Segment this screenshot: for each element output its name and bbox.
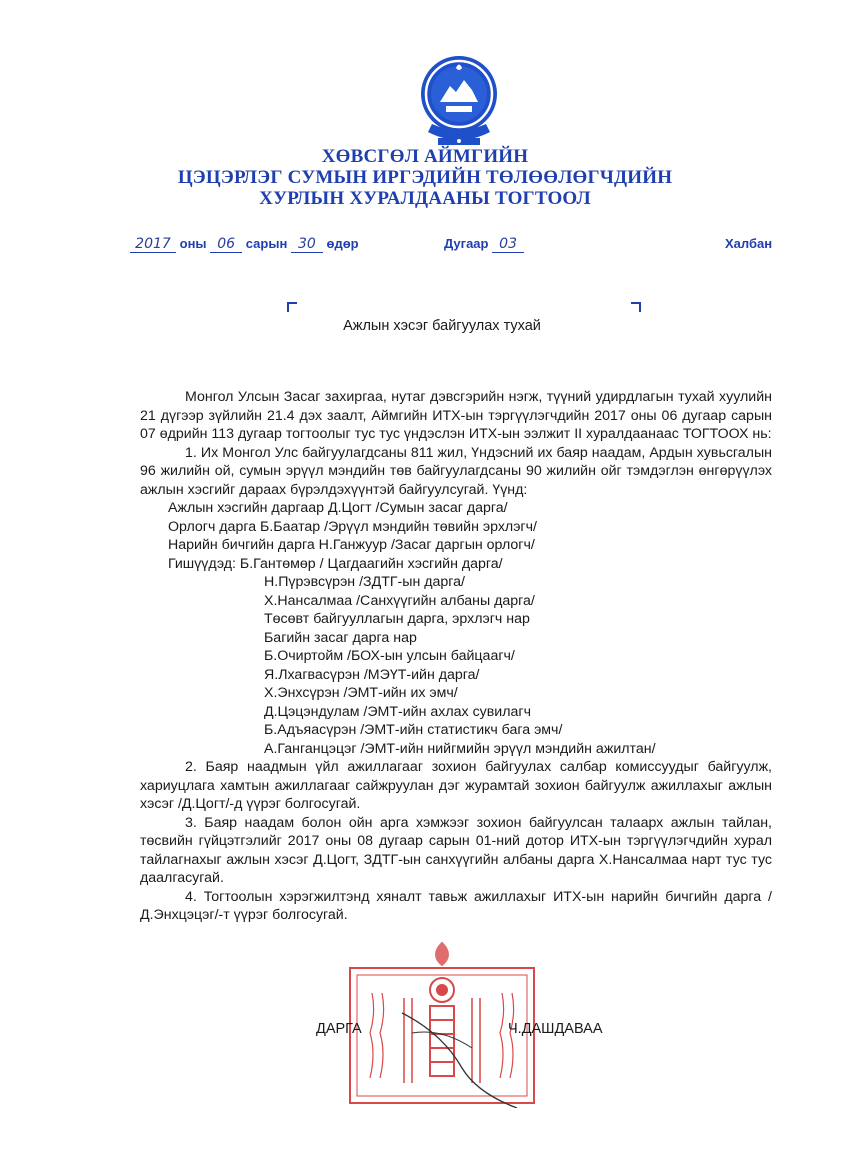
title-corner-right [631, 302, 641, 312]
header-line-soum: ЦЭЦЭРЛЭГ СУМЫН ИРГЭДИЙН ТӨЛӨӨЛӨГЧДИЙН [177, 167, 673, 188]
sub-member-line: Төсөвт байгууллагын дарга, эрхлэгч нар [264, 611, 530, 627]
signature-name: Ч.ДАШДАВАА [508, 1021, 603, 1037]
member-line: Гишүүдэд: Б.Гантөмөр / Цагдаагийн хэсгийн дарга/ [168, 555, 503, 572]
sub-member-line: Х.Энхсүрэн /ЭМТ-ийн их эмч/ [264, 685, 458, 701]
date-year: 2017 [130, 236, 176, 253]
document-title: Ажлын хэсэг байгуулах тухай [343, 318, 541, 334]
header-line-resolution: ХУРЛЫН ХУРАЛДААНЫ ТОГТООЛ [259, 188, 591, 209]
item-1: 1. Их Монгол Улс байгуулагдсаны 811 жил, Үндэсний их баяр наадам, Ардын хувьсгалын 96 жилийн ой, сумын эрүүл мэндийн төв байгуулагдсаны 90 жилийн ойг тэмдэглэн өнгөрүүлэх ажлын хэсгийг дараах бүрэлдэхүүнтэй байгуулсугай. Үүнд: [140, 444, 772, 498]
number-label: Дугаар [444, 236, 489, 251]
sub-member-line: Багийн засаг дарга нар [264, 629, 417, 646]
header-line-aimag: ХӨВСГӨЛ АЙМГИЙН [321, 146, 529, 167]
member-line: Ажлын хэсгийн даргаар Д.Цогт /Сумын засаг дарга/ [168, 500, 508, 516]
place-name: Халбан [725, 236, 773, 251]
date-day: 30 [291, 236, 323, 253]
state-emblem-icon [418, 50, 500, 150]
number-value: 03 [492, 236, 524, 253]
title-corner-left [287, 302, 297, 312]
intro-paragraph: Монгол Улсын Засаг захиргаа, нутаг дэвсгэрийн нэгж, түүний удирдлагын тухай хуулийн 21 дүгээр зүйлийн 21.4 дэх заалт, Аймгийн ИТХ-ын тэргүүлэгчдийн 2017 оны 06 дугаар сарын 07 өдрийн 113 дугаар тогтоолыг тус тус үндэслэн ИТХ-ын ээлжит II хуралдаанаас ТОГТООХ нь: [140, 389, 772, 442]
sub-member-line: А.Ганганцэцэг /ЭМТ-ийн нийгмийн эрүүл мэндийн ажилтан/ [264, 740, 656, 757]
sub-member-line: Н.Пүрэвсүрэн /ЗДТГ-ын дарга/ [264, 574, 466, 590]
sub-member-line: Б.Адъяасүрэн /ЭМТ-ийн статистикч бага эмч/ [264, 722, 563, 738]
signature-title: ДАРГА [316, 1021, 362, 1037]
document-header [0, 146, 850, 209]
date-year-suffix: оны [179, 236, 207, 251]
date-month: 06 [210, 236, 242, 253]
member-line: Нарийн бичгийн дарга Н.Ганжуур /Засаг даргын орлогч/ [168, 537, 535, 553]
sub-member-line: Х.Нансалмаа /Санхүүгийн албаны дарга/ [264, 592, 535, 609]
item-3: 3. Баяр наадам болон ойн арга хэмжээг зохион байгуулсан талаарх ажлын тайлан, төсвийн гүйцэтгэлийг 2017 оны 08 дугаар сарын 01-ний дотор ИТХ-ын тэргүүлэгчдийн хурал тайлагнахыг ажлын хэсэг Д.Цогт, ЗДТГ-ын санхүүгийн албаны дарга Х.Нансалмаа нарт тус тус даалгасугай. [140, 814, 772, 886]
member-line: Орлогч дарга Б.Баатар /Эрүүл мэндийн төвийн эрхлэгч/ [168, 518, 537, 535]
sub-member-line: Я.Лхагвасүрэн /МЭҮТ-ийн дарга/ [264, 666, 480, 683]
members-list [140, 499, 772, 758]
date-day-suffix: өдөр [326, 236, 359, 251]
date-month-suffix: сарын [245, 236, 288, 251]
item-2: 2. Баяр наадмын үйл ажиллагааг зохион байгуулах салбар комиссуудыг байгуулж, хариуцлага хамтын ажиллагааг сайжруулан дэг журамтай зохион байгуулж ажиллахыг ажлын хэсэг /Д.Цогт/-д үүрэг болгосугай. [140, 759, 772, 812]
resolution-number [444, 236, 524, 253]
sub-member-line: Д.Цэцэндулам /ЭМТ-ийн ахлах сувилагч [264, 703, 531, 720]
document-body [140, 388, 772, 925]
date-line [130, 236, 359, 253]
sub-member-line: Б.Очиртойм /БОХ-ын улсын байцаагч/ [264, 648, 515, 664]
item-4: 4. Тогтоолын хэрэгжилтэнд хяналт тавьж ажиллахыг ИТХ-ын нарийн бичгийн дарга /Д.Энхцэцэг/-т үүрэг болгосугай. [140, 888, 772, 923]
